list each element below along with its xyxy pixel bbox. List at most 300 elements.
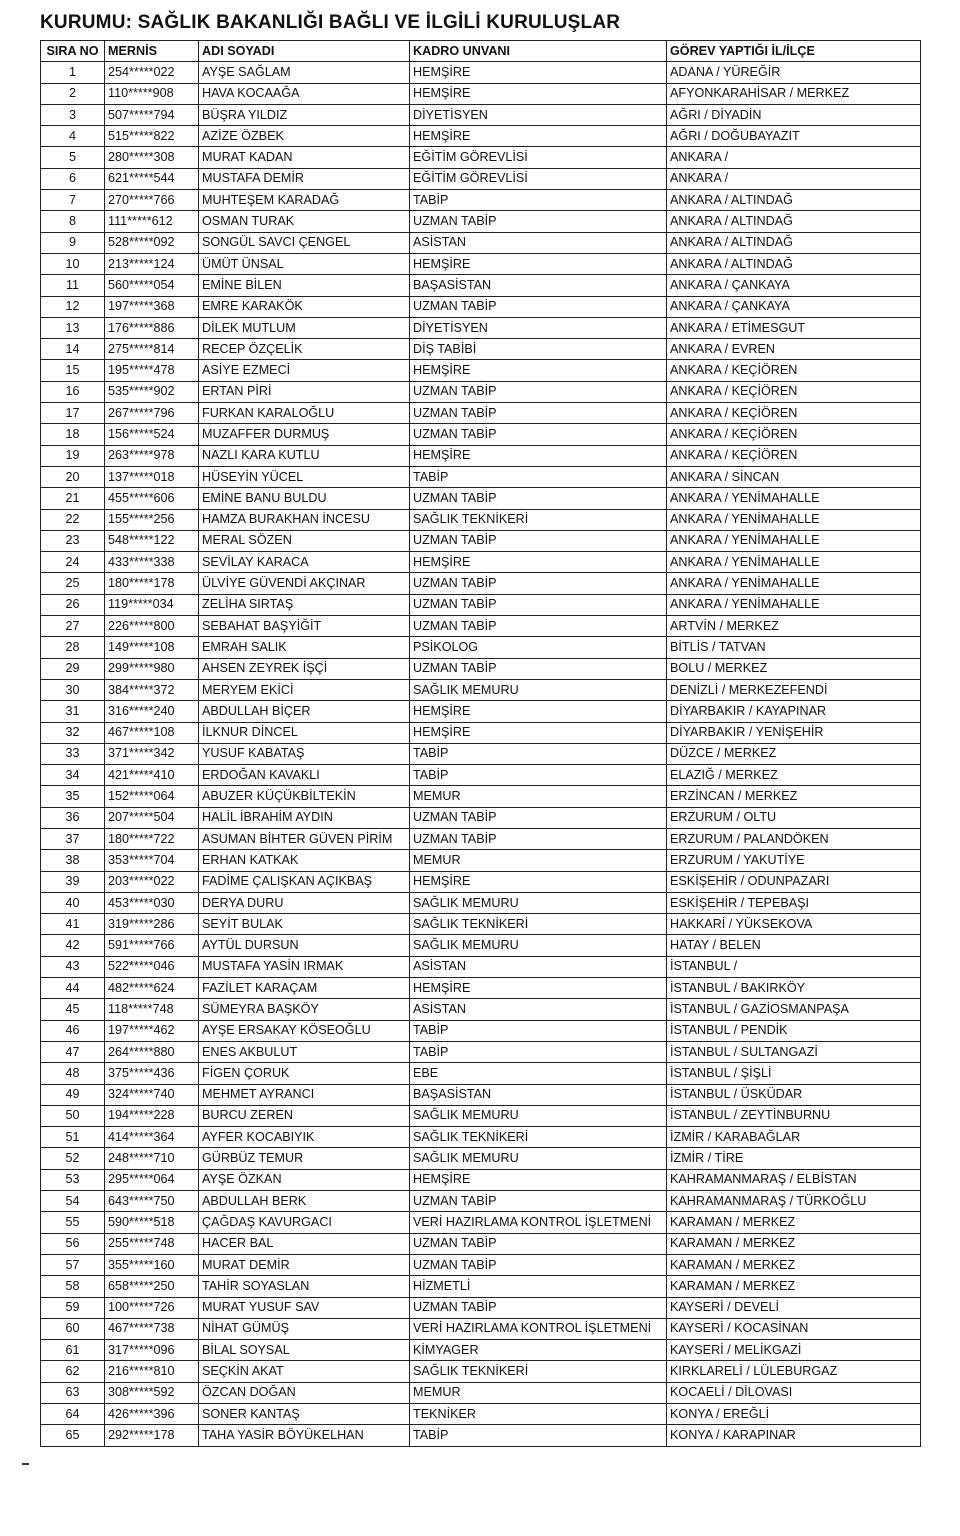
cell-mernis: 267*****796 [105,403,199,424]
cell-mernis: 535*****902 [105,381,199,402]
cell-kadro-unvani: TABİP [410,1041,667,1062]
cell-adi-soyadi: SEVİLAY KARACA [199,552,410,573]
cell-sira-no: 61 [41,1340,105,1361]
cell-kadro-unvani: BAŞASİSTAN [410,1084,667,1105]
cell-kadro-unvani: UZMAN TABİP [410,1297,667,1318]
cell-gorev-il-ilce: DENİZLİ / MERKEZEFENDİ [667,679,921,700]
cell-gorev-il-ilce: ARTVİN / MERKEZ [667,616,921,637]
cell-kadro-unvani: TABİP [410,1020,667,1041]
cell-gorev-il-ilce: İSTANBUL / ZEYTİNBURNU [667,1105,921,1126]
cell-mernis: 308*****592 [105,1382,199,1403]
cell-kadro-unvani: SAĞLIK TEKNİKERİ [410,1361,667,1382]
table-row [41,616,921,637]
cell-adi-soyadi: HAVA KOCAAĞA [199,83,410,104]
table-row [41,1084,921,1105]
cell-mernis: 317*****096 [105,1340,199,1361]
cell-mernis: 316*****240 [105,701,199,722]
table-row [41,743,921,764]
cell-kadro-unvani: HİZMETLİ [410,1276,667,1297]
table-row [41,935,921,956]
cell-gorev-il-ilce: ANKARA / ÇANKAYA [667,275,921,296]
table-row [41,1169,921,1190]
cell-mernis: 270*****766 [105,190,199,211]
cell-gorev-il-ilce: HATAY / BELEN [667,935,921,956]
document-title: KURUMU: SAĞLIK BAKANLIĞI BAĞLI VE İLGİLİ KURULUŞLAR [40,12,621,33]
cell-kadro-unvani: PSİKOLOG [410,637,667,658]
cell-kadro-unvani: HEMŞİRE [410,62,667,83]
cell-gorev-il-ilce: İSTANBUL / GAZİOSMANPAŞA [667,999,921,1020]
cell-mernis: 548*****122 [105,530,199,551]
cell-sira-no: 13 [41,317,105,338]
cell-sira-no: 11 [41,275,105,296]
cell-mernis: 111*****612 [105,211,199,232]
cell-mernis: 591*****766 [105,935,199,956]
cell-gorev-il-ilce: İZMİR / TİRE [667,1148,921,1169]
scan-mark [22,1463,29,1465]
cell-mernis: 152*****064 [105,786,199,807]
table-row [41,850,921,871]
cell-mernis: 292*****178 [105,1425,199,1446]
cell-gorev-il-ilce: ERZURUM / PALANDÖKEN [667,828,921,849]
cell-gorev-il-ilce: ANKARA / KEÇİÖREN [667,360,921,381]
cell-mernis: 319*****286 [105,914,199,935]
table-row [41,339,921,360]
cell-mernis: 384*****372 [105,679,199,700]
cell-kadro-unvani: UZMAN TABİP [410,211,667,232]
cell-gorev-il-ilce: KAHRAMANMARAŞ / TÜRKOĞLU [667,1191,921,1212]
cell-mernis: 180*****722 [105,828,199,849]
cell-kadro-unvani: HEMŞİRE [410,722,667,743]
cell-adi-soyadi: ERTAN PİRİ [199,381,410,402]
table-row [41,573,921,594]
cell-kadro-unvani: SAĞLIK MEMURU [410,1105,667,1126]
cell-gorev-il-ilce: ANKARA / KEÇİÖREN [667,445,921,466]
cell-sira-no: 46 [41,1020,105,1041]
cell-kadro-unvani: MEMUR [410,1382,667,1403]
cell-adi-soyadi: MUZAFFER DURMUŞ [199,424,410,445]
cell-kadro-unvani: UZMAN TABİP [410,1191,667,1212]
cell-sira-no: 32 [41,722,105,743]
cell-kadro-unvani: TABİP [410,1425,667,1446]
table-row [41,1127,921,1148]
cell-kadro-unvani: DİYETİSYEN [410,317,667,338]
cell-sira-no: 14 [41,339,105,360]
cell-sira-no: 30 [41,679,105,700]
cell-adi-soyadi: MUHTEŞEM KARADAĞ [199,190,410,211]
cell-gorev-il-ilce: ESKİŞEHİR / TEPEBAŞI [667,892,921,913]
cell-mernis: 137*****018 [105,466,199,487]
cell-mernis: 194*****228 [105,1105,199,1126]
cell-gorev-il-ilce: ANKARA / KEÇİÖREN [667,381,921,402]
cell-adi-soyadi: FAZİLET KARAÇAM [199,978,410,999]
cell-adi-soyadi: FURKAN KARALOĞLU [199,403,410,424]
table-row [41,1041,921,1062]
table-row [41,530,921,551]
cell-gorev-il-ilce: ANKARA / ÇANKAYA [667,296,921,317]
cell-sira-no: 24 [41,552,105,573]
cell-sira-no: 36 [41,807,105,828]
cell-adi-soyadi: HACER BAL [199,1233,410,1254]
cell-sira-no: 26 [41,594,105,615]
cell-adi-soyadi: İLKNUR DİNCEL [199,722,410,743]
cell-gorev-il-ilce: AFYONKARAHİSAR / MERKEZ [667,83,921,104]
cell-mernis: 248*****710 [105,1148,199,1169]
cell-kadro-unvani: SAĞLIK TEKNİKERİ [410,1127,667,1148]
cell-kadro-unvani: UZMAN TABİP [410,658,667,679]
table-row [41,956,921,977]
cell-mernis: 254*****022 [105,62,199,83]
cell-sira-no: 44 [41,978,105,999]
table-row [41,424,921,445]
table-row [41,786,921,807]
cell-kadro-unvani: HEMŞİRE [410,360,667,381]
cell-gorev-il-ilce: İZMİR / KARABAĞLAR [667,1127,921,1148]
cell-adi-soyadi: AYŞE SAĞLAM [199,62,410,83]
cell-sira-no: 47 [41,1041,105,1062]
cell-gorev-il-ilce: ANKARA / EVREN [667,339,921,360]
cell-sira-no: 2 [41,83,105,104]
cell-adi-soyadi: ABDULLAH BERK [199,1191,410,1212]
cell-kadro-unvani: MEMUR [410,786,667,807]
cell-gorev-il-ilce: ERZURUM / OLTU [667,807,921,828]
cell-sira-no: 52 [41,1148,105,1169]
table-row [41,296,921,317]
cell-kadro-unvani: HEMŞİRE [410,871,667,892]
cell-kadro-unvani: HEMŞİRE [410,83,667,104]
cell-sira-no: 56 [41,1233,105,1254]
cell-kadro-unvani: HEMŞİRE [410,126,667,147]
table-row [41,679,921,700]
cell-sira-no: 33 [41,743,105,764]
cell-adi-soyadi: AHSEN ZEYREK İŞÇİ [199,658,410,679]
cell-sira-no: 62 [41,1361,105,1382]
cell-mernis: 426*****396 [105,1404,199,1425]
cell-gorev-il-ilce: ANKARA / YENİMAHALLE [667,552,921,573]
cell-gorev-il-ilce: ANKARA / ALTINDAĞ [667,253,921,274]
cell-adi-soyadi: NİHAT GÜMÜŞ [199,1318,410,1339]
table-row [41,722,921,743]
cell-mernis: 528*****092 [105,232,199,253]
table-row [41,1233,921,1254]
cell-mernis: 197*****462 [105,1020,199,1041]
cell-sira-no: 51 [41,1127,105,1148]
header-mernis: MERNİS [105,41,199,62]
cell-sira-no: 54 [41,1191,105,1212]
cell-kadro-unvani: UZMAN TABİP [410,1254,667,1275]
cell-kadro-unvani: TABİP [410,466,667,487]
cell-gorev-il-ilce: KIRKLARELİ / LÜLEBURGAZ [667,1361,921,1382]
cell-kadro-unvani: SAĞLIK TEKNİKERİ [410,509,667,530]
cell-mernis: 156*****524 [105,424,199,445]
cell-sira-no: 25 [41,573,105,594]
cell-gorev-il-ilce: İSTANBUL / ŞİŞLİ [667,1063,921,1084]
cell-mernis: 621*****544 [105,168,199,189]
cell-mernis: 149*****108 [105,637,199,658]
cell-sira-no: 48 [41,1063,105,1084]
cell-adi-soyadi: SEÇKİN AKAT [199,1361,410,1382]
cell-kadro-unvani: VERİ HAZIRLAMA KONTROL İŞLETMENİ [410,1212,667,1233]
cell-sira-no: 12 [41,296,105,317]
cell-adi-soyadi: ABUZER KÜÇÜKBİLTEKİN [199,786,410,807]
cell-sira-no: 8 [41,211,105,232]
cell-sira-no: 63 [41,1382,105,1403]
table-row [41,211,921,232]
cell-gorev-il-ilce: DİYARBAKIR / KAYAPINAR [667,701,921,722]
table-row [41,637,921,658]
cell-adi-soyadi: ÖZCAN DOĞAN [199,1382,410,1403]
table-row [41,190,921,211]
cell-mernis: 195*****478 [105,360,199,381]
cell-adi-soyadi: MUSTAFA DEMİR [199,168,410,189]
table-row [41,701,921,722]
cell-mernis: 299*****980 [105,658,199,679]
cell-gorev-il-ilce: ANKARA / YENİMAHALLE [667,530,921,551]
cell-sira-no: 50 [41,1105,105,1126]
cell-gorev-il-ilce: AĞRI / DOĞUBAYAZIT [667,126,921,147]
cell-gorev-il-ilce: KARAMAN / MERKEZ [667,1233,921,1254]
cell-gorev-il-ilce: KAYSERİ / KOCASİNAN [667,1318,921,1339]
cell-sira-no: 41 [41,914,105,935]
cell-sira-no: 28 [41,637,105,658]
cell-adi-soyadi: BİLAL SOYSAL [199,1340,410,1361]
cell-kadro-unvani: TABİP [410,743,667,764]
cell-mernis: 522*****046 [105,956,199,977]
cell-mernis: 515*****822 [105,126,199,147]
cell-adi-soyadi: MEHMET AYRANCI [199,1084,410,1105]
cell-adi-soyadi: ÇAĞDAŞ KAVURGACI [199,1212,410,1233]
table-row [41,892,921,913]
cell-sira-no: 35 [41,786,105,807]
table-row [41,978,921,999]
table-row [41,147,921,168]
cell-mernis: 275*****814 [105,339,199,360]
cell-adi-soyadi: BÜŞRA YILDIZ [199,104,410,125]
cell-sira-no: 42 [41,935,105,956]
cell-adi-soyadi: HAMZA BURAKHAN İNCESU [199,509,410,530]
cell-gorev-il-ilce: BİTLİS / TATVAN [667,637,921,658]
cell-sira-no: 21 [41,488,105,509]
cell-adi-soyadi: AYFER KOCABIYIK [199,1127,410,1148]
cell-mernis: 216*****810 [105,1361,199,1382]
cell-kadro-unvani: ASİSTAN [410,956,667,977]
table-row [41,381,921,402]
cell-kadro-unvani: SAĞLIK TEKNİKERİ [410,914,667,935]
cell-adi-soyadi: ZELİHA SIRTAŞ [199,594,410,615]
cell-mernis: 180*****178 [105,573,199,594]
cell-adi-soyadi: ERHAN KATKAK [199,850,410,871]
cell-gorev-il-ilce: ANKARA / ALTINDAĞ [667,211,921,232]
table-row [41,466,921,487]
cell-adi-soyadi: MURAT KADAN [199,147,410,168]
cell-kadro-unvani: ASİSTAN [410,232,667,253]
cell-sira-no: 49 [41,1084,105,1105]
cell-kadro-unvani: UZMAN TABİP [410,403,667,424]
cell-mernis: 203*****022 [105,871,199,892]
cell-mernis: 118*****748 [105,999,199,1020]
cell-sira-no: 37 [41,828,105,849]
header-gorev-il-ilce: GÖREV YAPTIĞI İL/İLÇE [667,41,921,62]
cell-kadro-unvani: HEMŞİRE [410,701,667,722]
cell-adi-soyadi: ENES AKBULUT [199,1041,410,1062]
cell-sira-no: 15 [41,360,105,381]
cell-gorev-il-ilce: İSTANBUL / BAKIRKÖY [667,978,921,999]
cell-adi-soyadi: SÜMEYRA BAŞKÖY [199,999,410,1020]
cell-kadro-unvani: ASİSTAN [410,999,667,1020]
cell-gorev-il-ilce: ESKİŞEHİR / ODUNPAZARI [667,871,921,892]
cell-gorev-il-ilce: İSTANBUL / SULTANGAZİ [667,1041,921,1062]
cell-kadro-unvani: SAĞLIK MEMURU [410,679,667,700]
cell-gorev-il-ilce: ANKARA / [667,147,921,168]
cell-gorev-il-ilce: KARAMAN / MERKEZ [667,1276,921,1297]
cell-kadro-unvani: UZMAN TABİP [410,828,667,849]
cell-mernis: 467*****108 [105,722,199,743]
cell-sira-no: 43 [41,956,105,977]
cell-gorev-il-ilce: DİYARBAKIR / YENİŞEHİR [667,722,921,743]
table-row [41,83,921,104]
cell-adi-soyadi: EMİNE BANU BULDU [199,488,410,509]
cell-mernis: 421*****410 [105,765,199,786]
table-row [41,1318,921,1339]
cell-gorev-il-ilce: ANKARA / YENİMAHALLE [667,509,921,530]
cell-adi-soyadi: MUSTAFA YASİN IRMAK [199,956,410,977]
cell-sira-no: 59 [41,1297,105,1318]
cell-gorev-il-ilce: ANKARA / [667,168,921,189]
table-row [41,1212,921,1233]
cell-sira-no: 57 [41,1254,105,1275]
cell-kadro-unvani: UZMAN TABİP [410,296,667,317]
cell-kadro-unvani: EĞİTİM GÖREVLİSİ [410,147,667,168]
cell-kadro-unvani: TABİP [410,190,667,211]
cell-adi-soyadi: ABDULLAH BİÇER [199,701,410,722]
cell-sira-no: 4 [41,126,105,147]
cell-adi-soyadi: TAHA YASİR BÖYÜKELHAN [199,1425,410,1446]
cell-kadro-unvani: UZMAN TABİP [410,488,667,509]
cell-gorev-il-ilce: KARAMAN / MERKEZ [667,1212,921,1233]
table-row [41,1020,921,1041]
cell-adi-soyadi: AZİZE ÖZBEK [199,126,410,147]
cell-sira-no: 34 [41,765,105,786]
table-row [41,1297,921,1318]
cell-sira-no: 29 [41,658,105,679]
cell-kadro-unvani: UZMAN TABİP [410,530,667,551]
cell-mernis: 453*****030 [105,892,199,913]
cell-sira-no: 19 [41,445,105,466]
cell-adi-soyadi: SONGÜL SAVCI ÇENGEL [199,232,410,253]
table-row [41,126,921,147]
table-row [41,1063,921,1084]
cell-mernis: 119*****034 [105,594,199,615]
cell-sira-no: 39 [41,871,105,892]
cell-mernis: 263*****978 [105,445,199,466]
cell-mernis: 658*****250 [105,1276,199,1297]
cell-adi-soyadi: GÜRBÜZ TEMUR [199,1148,410,1169]
cell-kadro-unvani: DİYETİSYEN [410,104,667,125]
table-row [41,1148,921,1169]
cell-mernis: 197*****368 [105,296,199,317]
cell-adi-soyadi: ASUMAN BİHTER GÜVEN PİRİM [199,828,410,849]
table-row [41,1404,921,1425]
cell-kadro-unvani: UZMAN TABİP [410,616,667,637]
header-adi-soyadi: ADI SOYADI [199,41,410,62]
table-row [41,1340,921,1361]
cell-sira-no: 45 [41,999,105,1020]
cell-adi-soyadi: MERYEM EKİCİ [199,679,410,700]
cell-gorev-il-ilce: ADANA / YÜREĞİR [667,62,921,83]
table-row [41,232,921,253]
cell-sira-no: 6 [41,168,105,189]
cell-gorev-il-ilce: İSTANBUL / PENDİK [667,1020,921,1041]
cell-sira-no: 16 [41,381,105,402]
table-row [41,275,921,296]
cell-adi-soyadi: MERAL SÖZEN [199,530,410,551]
cell-gorev-il-ilce: KOCAELİ / DİLOVASI [667,1382,921,1403]
cell-kadro-unvani: HEMŞİRE [410,253,667,274]
cell-gorev-il-ilce: ANKARA / YENİMAHALLE [667,594,921,615]
cell-sira-no: 3 [41,104,105,125]
cell-gorev-il-ilce: KARAMAN / MERKEZ [667,1254,921,1275]
cell-mernis: 264*****880 [105,1041,199,1062]
cell-kadro-unvani: UZMAN TABİP [410,1233,667,1254]
cell-adi-soyadi: FİGEN ÇORUK [199,1063,410,1084]
cell-kadro-unvani: TABİP [410,765,667,786]
cell-mernis: 280*****308 [105,147,199,168]
table-row [41,1105,921,1126]
cell-adi-soyadi: NAZLI KARA KUTLU [199,445,410,466]
cell-kadro-unvani: KİMYAGER [410,1340,667,1361]
cell-adi-soyadi: ÜMÜT ÜNSAL [199,253,410,274]
cell-sira-no: 31 [41,701,105,722]
cell-gorev-il-ilce: DÜZCE / MERKEZ [667,743,921,764]
table-row [41,253,921,274]
cell-mernis: 643*****750 [105,1191,199,1212]
cell-gorev-il-ilce: ANKARA / KEÇİÖREN [667,403,921,424]
cell-adi-soyadi: BURCU ZEREN [199,1105,410,1126]
table-row [41,360,921,381]
cell-kadro-unvani: UZMAN TABİP [410,424,667,445]
cell-kadro-unvani: UZMAN TABİP [410,807,667,828]
table-row [41,1254,921,1275]
cell-sira-no: 20 [41,466,105,487]
table-row [41,807,921,828]
cell-kadro-unvani: HEMŞİRE [410,445,667,466]
cell-gorev-il-ilce: ANKARA / ALTINDAĞ [667,232,921,253]
cell-kadro-unvani: MEMUR [410,850,667,871]
cell-adi-soyadi: SONER KANTAŞ [199,1404,410,1425]
cell-sira-no: 60 [41,1318,105,1339]
table-row [41,1382,921,1403]
cell-sira-no: 27 [41,616,105,637]
cell-adi-soyadi: ASİYE EZMECİ [199,360,410,381]
table-row [41,658,921,679]
cell-sira-no: 23 [41,530,105,551]
cell-sira-no: 38 [41,850,105,871]
cell-mernis: 375*****436 [105,1063,199,1084]
cell-sira-no: 58 [41,1276,105,1297]
cell-kadro-unvani: UZMAN TABİP [410,573,667,594]
cell-sira-no: 65 [41,1425,105,1446]
cell-mernis: 371*****342 [105,743,199,764]
cell-sira-no: 10 [41,253,105,274]
cell-adi-soyadi: HÜSEYİN YÜCEL [199,466,410,487]
table-row [41,1191,921,1212]
table-row [41,552,921,573]
table-row [41,509,921,530]
table-row [41,914,921,935]
cell-kadro-unvani: SAĞLIK MEMURU [410,892,667,913]
cell-gorev-il-ilce: BOLU / MERKEZ [667,658,921,679]
cell-gorev-il-ilce: ERZİNCAN / MERKEZ [667,786,921,807]
cell-gorev-il-ilce: ANKARA / ALTINDAĞ [667,190,921,211]
